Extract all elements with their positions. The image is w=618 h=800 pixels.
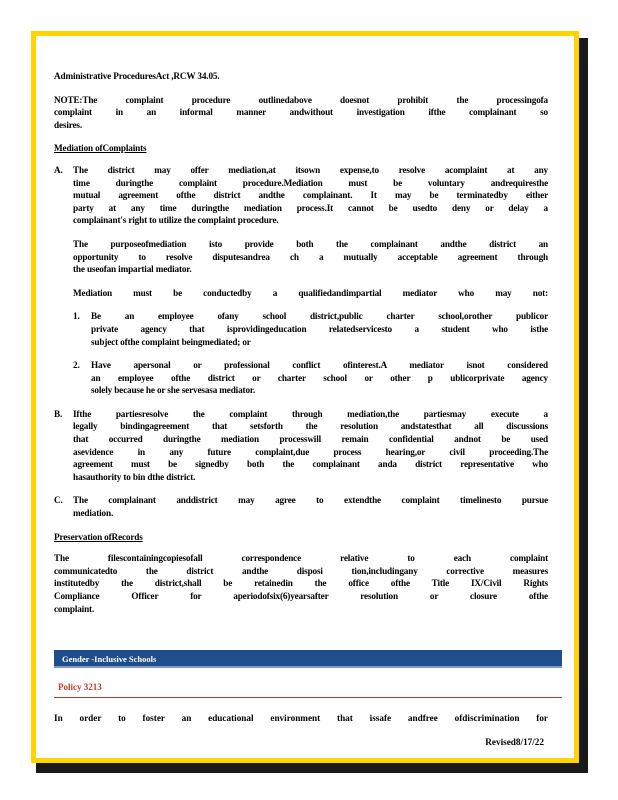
text-line: The district may offer mediation,at itsown expense,to resolve acomplaint at any (73, 164, 548, 175)
text-line: opportunity to resolve disputesandrea ch a mutually acceptable agreement through (73, 251, 548, 262)
text-line: hasauthority to bin dthe district. (73, 471, 196, 482)
revised-date: Revised8/17/22 (485, 737, 544, 747)
conducted-paragraph (54, 287, 548, 300)
text-line: Ifthe partiesresolve the complaint through mediation,the partiesmay execute a (73, 408, 548, 419)
note-line: NOTE:The complaint procedure outlinedabove doesnot prohibit the processingofa (54, 94, 548, 105)
mediation-heading: Mediation ofComplaints (54, 143, 147, 154)
document-page (31, 31, 579, 763)
text-line: complainant's right to utilize the complaint procedure. (73, 215, 279, 226)
text-line: Mediation must be conductedby a qualifiedandimpartial mediator who may not: (73, 287, 548, 298)
text-line: the useofan impartial mediator. (73, 264, 192, 275)
text-line: The purposeofmediation isto provide both the complainant andthe district an (73, 238, 548, 249)
section-marker: B. (54, 408, 63, 419)
note-line: complaint in an informal manner andwithout investigation ifthe complainant so (54, 107, 548, 118)
text-line: solely because he or she servesasa mediator. (91, 385, 256, 396)
text-line: party at any time duringthe mediation process.It cannot be usedto deny or delay a (73, 202, 548, 213)
text-line: communicatedto the district andthe disposi tion,includingany corrective measures (54, 565, 548, 576)
text-line: mediation. (73, 508, 114, 519)
section-c (54, 494, 548, 519)
text-line: complaint. (54, 603, 95, 614)
text-line: that occurred duringthe mediation processwill remain confidential andnot be used (73, 434, 548, 445)
text-line: Be an employee ofany school district,public charter school,orother publicor (91, 311, 548, 322)
divider (54, 697, 562, 698)
section-a (54, 164, 548, 227)
document-body (54, 70, 548, 615)
policy-label: Policy 3213 (58, 682, 102, 692)
subitem-marker: 2. (73, 360, 80, 371)
subitem-marker: 1. (73, 311, 80, 322)
subitem-1 (54, 310, 548, 348)
note-line: desires. (54, 119, 82, 130)
text-line: time duringthe complaint procedure.Mediation must be voluntary andrequiresthe (73, 177, 548, 188)
preservation-paragraph (54, 552, 548, 615)
section-b (54, 408, 548, 484)
text-line: legally bindingagreement that setsforth the resolution andstatesthat all discussions (73, 421, 548, 432)
note-paragraph (54, 94, 548, 132)
text-line: mutual agreement ofthe district andthe complainant. It may be terminatedby either (73, 190, 548, 201)
section-marker: A. (54, 164, 63, 175)
section-marker: C. (54, 495, 63, 506)
text-line: The filescontainingcopiesofall correspondence relative to each complaint (54, 553, 548, 564)
text-line: private agency that isprovidingeducation relatedservicesto a student who isthe (91, 323, 548, 334)
text-line: an employee ofthe district or charter school or other p ublicorprivate agency (91, 372, 548, 383)
section-banner: Gender -Inclusive Schools (54, 650, 562, 668)
text-line: agreement must be signedby both the complainant anda district representative who (73, 459, 548, 470)
purpose-paragraph (54, 238, 548, 276)
text-line: asevidence in any future complaint,due process hearing,or civil proceeding.The (73, 446, 548, 457)
footer-paragraph (54, 712, 548, 724)
subitem-2 (54, 359, 548, 397)
header-line: Administrative ProceduresAct ,RCW 34.05. (54, 71, 220, 81)
text-line: Have apersonal or professional conflict ofinterest.A mediator isnot considered (91, 360, 548, 371)
text-line: The complainant anddistrict may agree to extendthe complaint timelinesto pursue (73, 495, 548, 506)
text-line: In order to foster an educational environment that issafe andfree ofdiscrimination for (54, 713, 548, 723)
text-line: subject ofthe complaint beingmediated; or (91, 336, 251, 347)
preservation-heading: Preservation ofRecords (54, 531, 143, 542)
text-line: institutedby the district,shall be retainedin the office ofthe Title IX/Civil Rights (54, 578, 548, 589)
text-line: Compliance Officer for aperiodofsix(6)yearsafter resolution or closure ofthe (54, 591, 548, 601)
